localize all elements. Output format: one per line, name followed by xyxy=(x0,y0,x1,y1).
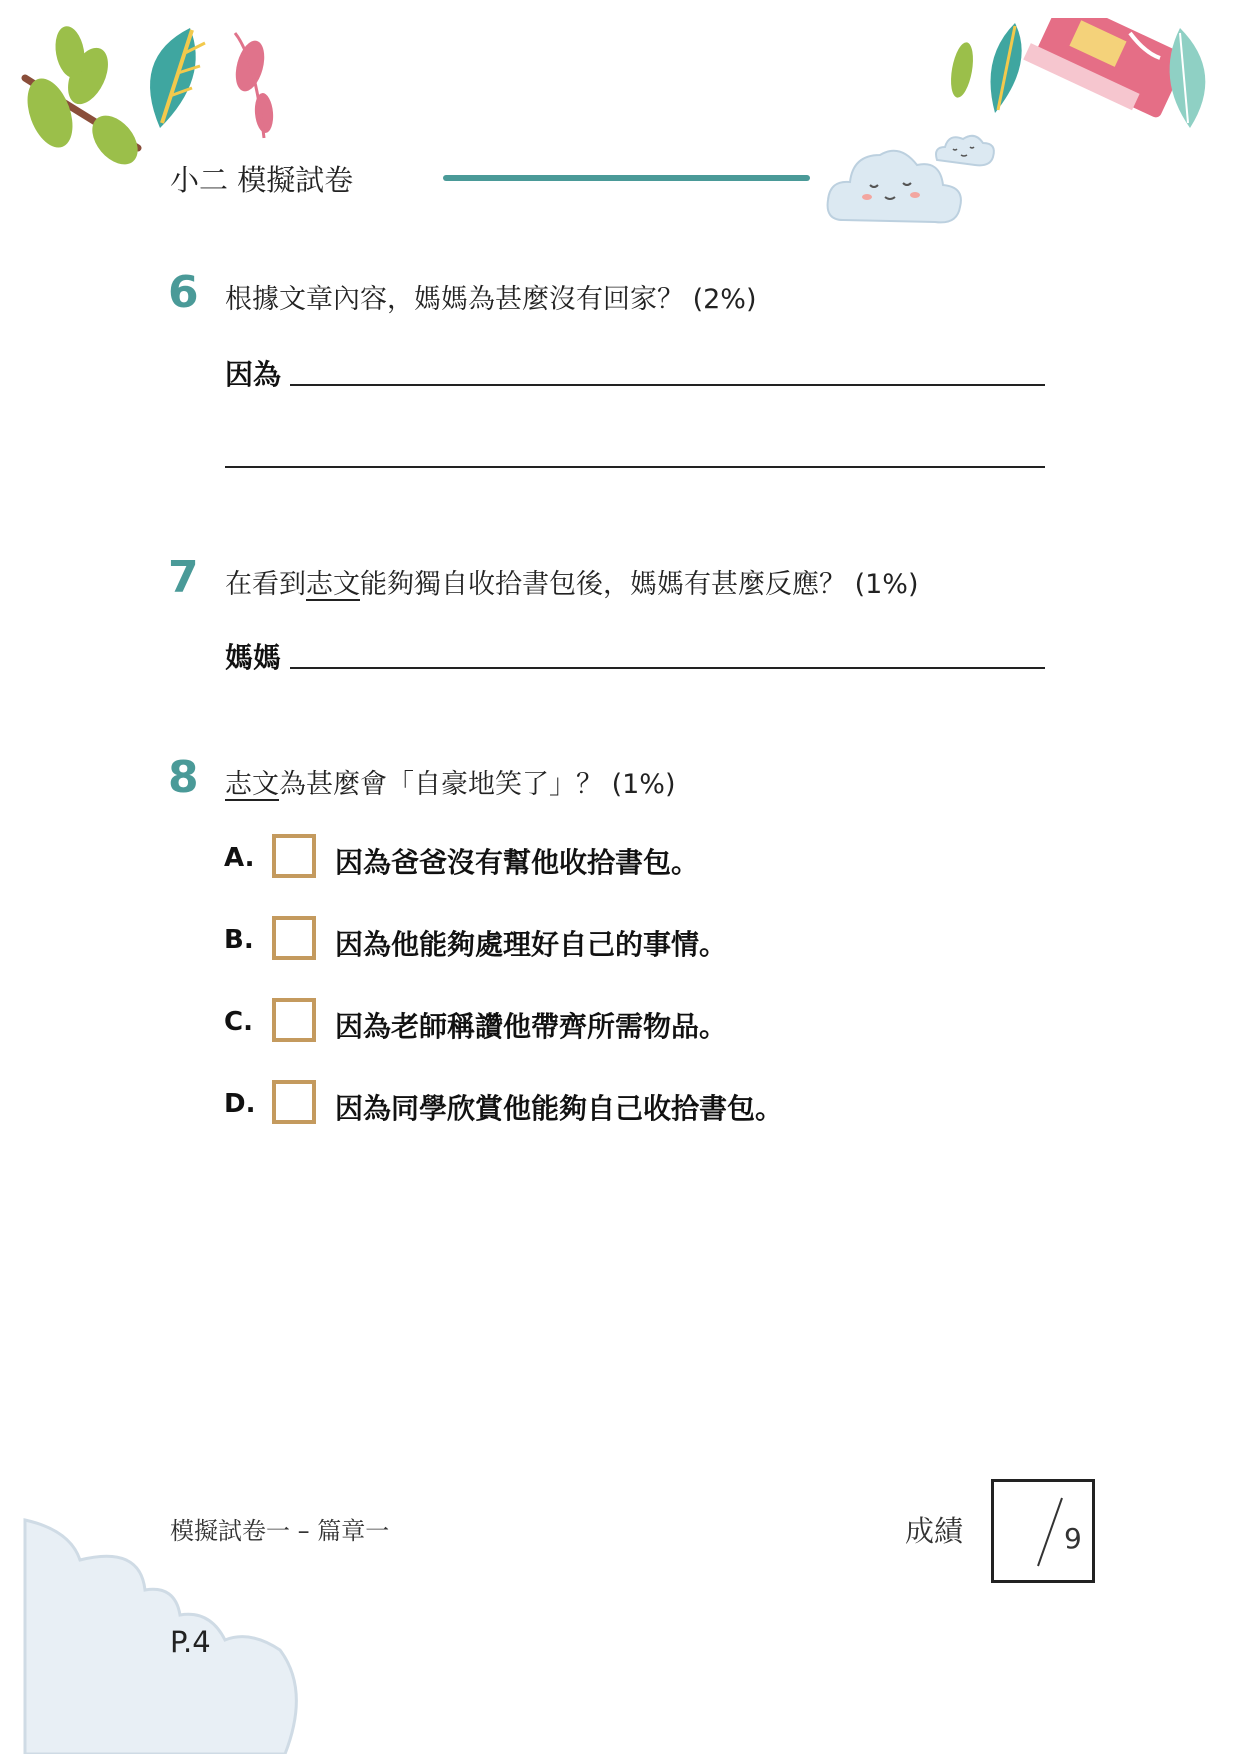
answer-line-7[interactable] xyxy=(290,667,1045,669)
option-text-c: 因為老師稱讚他帶齊所需物品。 xyxy=(335,1010,728,1043)
option-letter-a: A. xyxy=(224,843,255,873)
option-text-a: 因為爸爸沒有幫他收拾書包。 xyxy=(335,846,700,879)
question-text-8-after: 為甚麼會「自豪地笑了」？ (1%) xyxy=(279,769,676,800)
score-label: 成績 xyxy=(905,1514,964,1548)
score-box[interactable] xyxy=(991,1479,1095,1583)
option-text-d: 因為同學欣賞他能夠自己收拾書包。 xyxy=(335,1092,784,1125)
score-slash xyxy=(1034,1496,1064,1568)
leaves-branch-icon xyxy=(20,18,280,168)
character-name-zhiwen: 志文 xyxy=(306,569,360,600)
answer-prefix-6: 因為 xyxy=(225,358,282,391)
question-text-6: 根據文章內容，媽媽為甚麼沒有回家？ (2%) xyxy=(225,284,757,315)
question-text-7-after: 能夠獨自收拾書包後，媽媽有甚麼反應？ (1%) xyxy=(360,569,919,600)
score-total: 9 xyxy=(1064,1522,1082,1555)
option-text-b: 因為他能夠處理好自己的事情。 xyxy=(335,928,728,961)
page-title: 小二 模擬試卷 xyxy=(170,163,354,197)
header-divider xyxy=(443,175,810,181)
option-checkbox-a[interactable] xyxy=(272,834,316,878)
question-text-8 xyxy=(225,762,675,801)
page-number: P.4 xyxy=(170,1625,211,1659)
answer-line-6a[interactable] xyxy=(290,384,1045,386)
smiling-cloud-icon xyxy=(825,125,1005,235)
question-number-8: 8 xyxy=(168,752,199,803)
question-number-7: 7 xyxy=(168,552,199,603)
option-letter-d: D. xyxy=(224,1089,256,1119)
option-letter-b: B. xyxy=(224,925,254,955)
question-text-7 xyxy=(225,562,918,601)
option-checkbox-c[interactable] xyxy=(272,998,316,1042)
option-letter-c: C. xyxy=(224,1007,253,1037)
question-text-7-before: 在看到 xyxy=(225,569,306,600)
answer-line-6b[interactable] xyxy=(225,466,1045,468)
option-checkbox-d[interactable] xyxy=(272,1080,316,1124)
character-name-zhiwen: 志文 xyxy=(225,769,279,800)
option-checkbox-b[interactable] xyxy=(272,916,316,960)
answer-prefix-7: 媽媽 xyxy=(225,641,282,674)
question-number-6: 6 xyxy=(168,267,199,318)
paper-label: 模擬試卷一 – 篇章一 xyxy=(170,1517,390,1545)
